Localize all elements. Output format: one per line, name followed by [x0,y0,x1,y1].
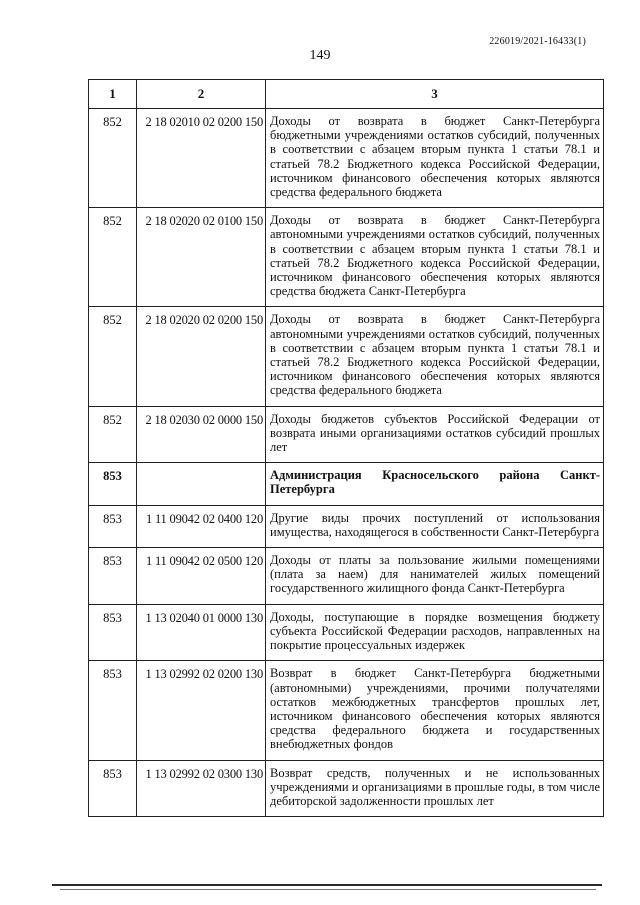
description-cell: Доходы от возврата в бюджет Санкт-Петербурга автономными учреждениями остатков субсидий, полученных в соответствии с абзацем вторым пункта 1 статьи 78.1 и статьей 78.2 Бюджетного кодекса Российской Федерации, источником финансового обеспечения которых являются средства бюджета Санкт-Петербурга [266,208,604,307]
document-id: 226019/2021-16433(1) [489,36,586,47]
admin-code-cell: 853 [89,661,137,760]
revenue-code-cell: 2 18 02020 02 0200 150 [137,307,266,406]
table-header-row [89,80,604,109]
revenue-code-cell [137,463,266,505]
revenue-code-cell: 2 18 02020 02 0100 150 [137,208,266,307]
revenue-code-cell: 1 13 02992 02 0200 130 [137,661,266,760]
column-header-1: 1 [89,80,137,109]
admin-code-cell: 852 [89,109,137,208]
table-row [89,760,604,817]
admin-code-cell: 852 [89,307,137,406]
description-cell: Доходы от возврата в бюджет Санкт-Петербурга автономными учреждениями остатков субсидий, полученных в соответствии с абзацем вторым пункта 1 статьи 78.1 и статьей 78.2 Бюджетного кодекса Российской Федерации, источником финансового обеспечения которых являются средства федерального бюджета [266,307,604,406]
admin-code-cell: 853 [89,505,137,547]
description-cell: Доходы, поступающие в порядке возмещения бюджету субъекта Российской Федерации расходов, направленных на покрытие процессуальных издержек [266,604,604,661]
admin-code-cell: 853 [89,604,137,661]
revenue-code-cell: 1 11 09042 02 0500 120 [137,548,266,605]
description-cell: Доходы бюджетов субъектов Российской Федерации от возврата иными организациями остатков субсидий прошлых лет [266,406,604,463]
table-row [89,307,604,406]
bottom-rule-secondary [60,889,596,890]
description-cell: Возврат в бюджет Санкт-Петербурга бюджетными (автономными) учреждениями, прочими получателями остатков межбюджетных трансфертов прошлых лет, источником финансового обеспечения которых являются средства федерального бюджета и государственных внебюджетных фондов [266,661,604,760]
admin-code-cell: 853 [89,548,137,605]
table-row [89,208,604,307]
description-cell: Возврат средств, полученных и не использованных учреждениями и организациями в прошлые годы, в том числе дебиторской задолженности прошлых лет [266,760,604,817]
admin-code-cell: 853 [89,760,137,817]
column-header-3: 3 [266,80,604,109]
column-header-2: 2 [137,80,266,109]
description-cell: Администрация Красносельского района Санкт-Петербурга [266,463,604,505]
description-cell: Доходы от возврата в бюджет Санкт-Петербурга бюджетными учреждениями остатков субсидий, полученных в соответствии с абзацем вторым пункта 1 статьи 78.1 и статьей 78.2 Бюджетного кодекса Российской Федерации, источником финансового обеспечения которых являются средства федерального бюджета [266,109,604,208]
page-number: 149 [309,48,331,63]
admin-code-cell: 852 [89,406,137,463]
admin-code-cell: 853 [89,463,137,505]
table-row [89,604,604,661]
table-row [89,548,604,605]
table-row [89,505,604,547]
admin-code-cell: 852 [89,208,137,307]
table-row [89,661,604,760]
table-row [89,406,604,463]
revenue-code-cell: 2 18 02010 02 0200 150 [137,109,266,208]
revenue-code-cell: 1 11 09042 02 0400 120 [137,505,266,547]
bottom-rule [52,884,602,886]
table-row [89,463,604,505]
description-cell: Доходы от платы за пользование жилыми помещениями (плата за наем) для нанимателей жилых помещений государственного жилищного фонда Санкт-Петербурга [266,548,604,605]
revenue-code-cell: 1 13 02040 01 0000 130 [137,604,266,661]
revenue-code-cell: 1 13 02992 02 0300 130 [137,760,266,817]
revenue-codes-table [88,79,604,817]
revenue-code-cell: 2 18 02030 02 0000 150 [137,406,266,463]
table-row [89,109,604,208]
description-cell: Другие виды прочих поступлений от использования имущества, находящегося в собственности Санкт-Петербурга [266,505,604,547]
